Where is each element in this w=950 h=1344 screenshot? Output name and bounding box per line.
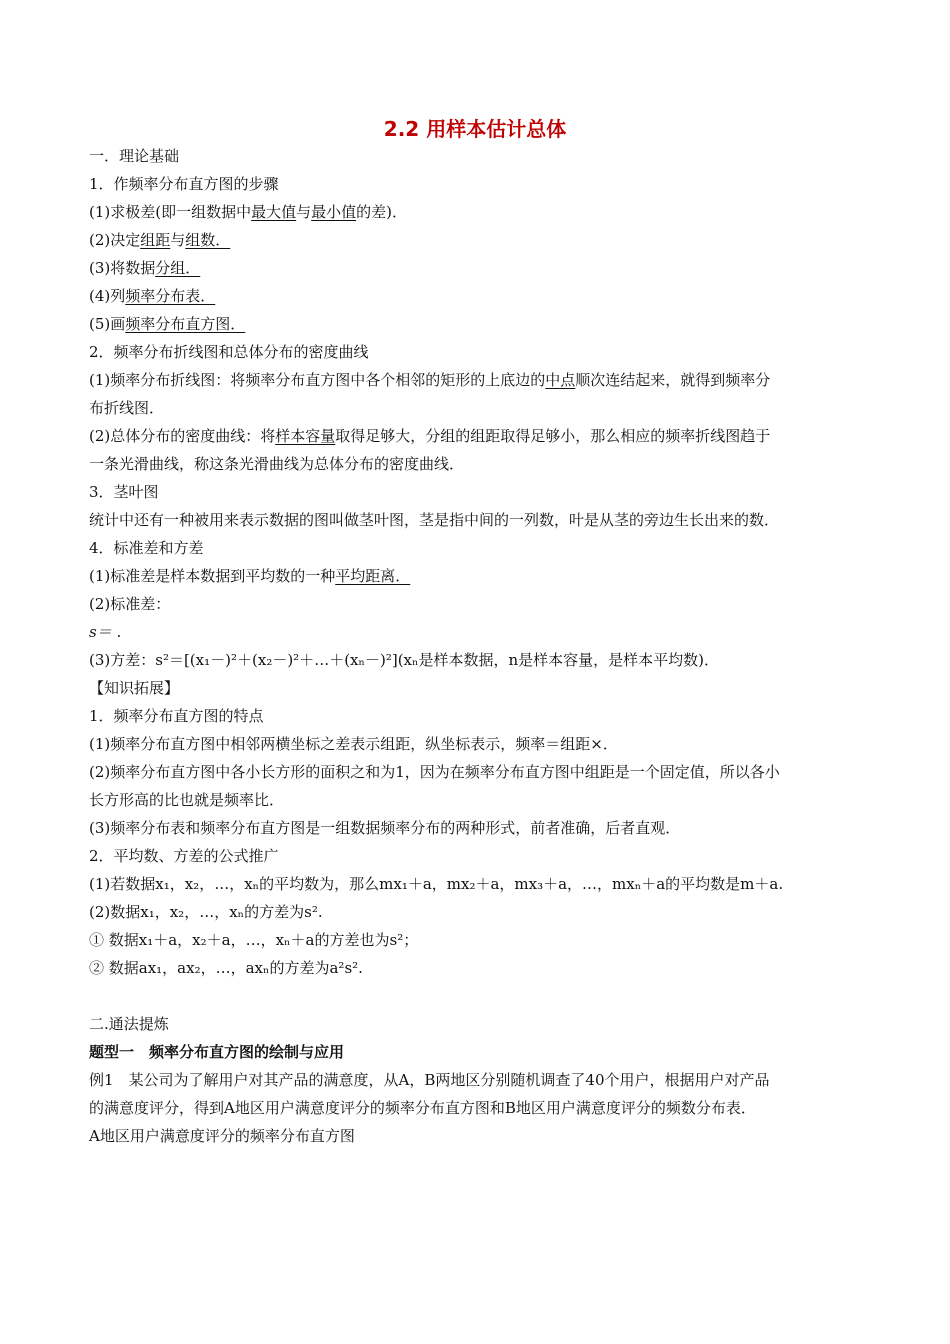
text: (1)求极差(即一组数据中 (89, 203, 252, 221)
answer-blank: 样本容量 (275, 427, 336, 445)
step-5 (89, 314, 879, 334)
answer-blank: 最小值 (311, 203, 357, 221)
answer-blank: 中点 (545, 371, 576, 389)
figure-caption: A地区用户满意度评分的频率分布直方图 (89, 1127, 355, 1145)
step-3 (89, 258, 879, 278)
paragraph-line: 一条光滑曲线，称这条光滑曲线为总体分布的密度曲线． (89, 455, 465, 473)
step-2 (89, 230, 879, 250)
paragraph-line: (1)频率分布直方图中相邻两横坐标之差表示组距，纵坐标表示，频率＝组距×． (89, 735, 618, 753)
answer-blank: 分组． (155, 259, 201, 277)
paragraph-line: ② 数据ax₁，ax₂，…，axₙ的方差为a²s². (89, 959, 363, 977)
text: (1)标准差是样本数据到平均数的一种 (89, 567, 336, 585)
answer-blank: 组数． (185, 231, 231, 249)
document-title: 2.2 用样本估计总体 (383, 117, 567, 141)
paragraph-line: (2)标准差： (89, 595, 171, 613)
paragraph-line: 布折线图． (89, 399, 165, 417)
text: (3)将数据 (89, 259, 156, 277)
section-heading-theory: 一．理论基础 (89, 147, 180, 165)
paragraph-line: (3)频率分布表和频率分布直方图是一组数据频率分布的两种形式，前者准确，后者直观． (89, 819, 681, 837)
text: (1)频率分布折线图：将频率分布直方图中各个相邻的矩形的上底边的 (89, 371, 546, 389)
paragraph-line: ① 数据x₁＋a，x₂＋a，…，xₙ＋a的方差也为s²； (89, 931, 419, 949)
example-line: 的满意度评分，得到A地区用户满意度评分的频率分布直方图和B地区用户满意度评分的频数分布表． (89, 1099, 756, 1117)
ext-item-1-title: 1．频率分布直方图的特点 (89, 707, 264, 725)
answer-blank: 最大值 (251, 203, 297, 221)
example-line: 例1 某公司为了解用户对其产品的满意度，从A，B两地区分别随机调查了40个用户，根据用户对产品 (89, 1071, 770, 1089)
paragraph-line (89, 370, 879, 390)
step-1 (89, 202, 879, 222)
ext-item-2-title: 2．平均数、方差的公式推广 (89, 847, 279, 865)
step-4 (89, 286, 879, 306)
answer-blank: 频率分布表． (125, 287, 216, 305)
item-3-title: 3．茎叶图 (89, 483, 159, 501)
text: 与 (170, 231, 186, 249)
item-1-title: 1．作频率分布直方图的步骤 (89, 175, 279, 193)
text: 的差)． (356, 203, 408, 221)
text: 取得足够大，分组的组距取得足够小，那么相应的频率折线图趋于 (335, 427, 771, 445)
paragraph-line (89, 426, 879, 446)
section-heading-methods: 二.通法提炼 (89, 1015, 169, 1033)
paragraph-line: 统计中还有一种被用来表示数据的图叫做茎叶图，茎是指中间的一列数，叶是从茎的旁边生长出来的数． (89, 511, 780, 529)
formula-line: s＝ . (89, 623, 122, 641)
paragraph-line (89, 566, 879, 586)
question-type-heading: 题型一 频率分布直方图的绘制与应用 (89, 1043, 345, 1061)
text: (2)总体分布的密度曲线：将 (89, 427, 276, 445)
text: (5)画 (89, 315, 126, 333)
paragraph-line: (1)若数据x₁，x₂，…，xₙ的平均数为，那么mx₁＋a，mx₂＋a，mx₃＋a，…，mxₙ＋a的平均数是m＋a. (89, 875, 784, 893)
text: 与 (296, 203, 312, 221)
formula-line: (3)方差：s²＝[(x₁－)²＋(x₂－)²＋…＋(xₙ－)²](xₙ是样本数据，n是样本容量，是样本平均数)． (89, 651, 720, 669)
text: 顺次连结起来，就得到频率分 (575, 371, 771, 389)
answer-blank: 频率分布直方图． (125, 315, 246, 333)
paragraph-line: (2)数据x₁，x₂，…，xₙ的方差为s². (89, 903, 323, 921)
section-heading-extension: 【知识拓展】 (89, 679, 180, 697)
text: (4)列 (89, 287, 126, 305)
answer-blank: 组距 (140, 231, 171, 249)
answer-blank: 平均距离． (335, 567, 411, 585)
text: (2)决定 (89, 231, 141, 249)
paragraph-line: 长方形高的比也就是频率比． (89, 791, 285, 809)
item-4-title: 4．标准差和方差 (89, 539, 204, 557)
paragraph-line: (2)频率分布直方图中各小长方形的面积之和为1，因为在频率分布直方图中组距是一个固定值，所以各小 (89, 763, 780, 781)
item-2-title: 2．频率分布折线图和总体分布的密度曲线 (89, 343, 369, 361)
